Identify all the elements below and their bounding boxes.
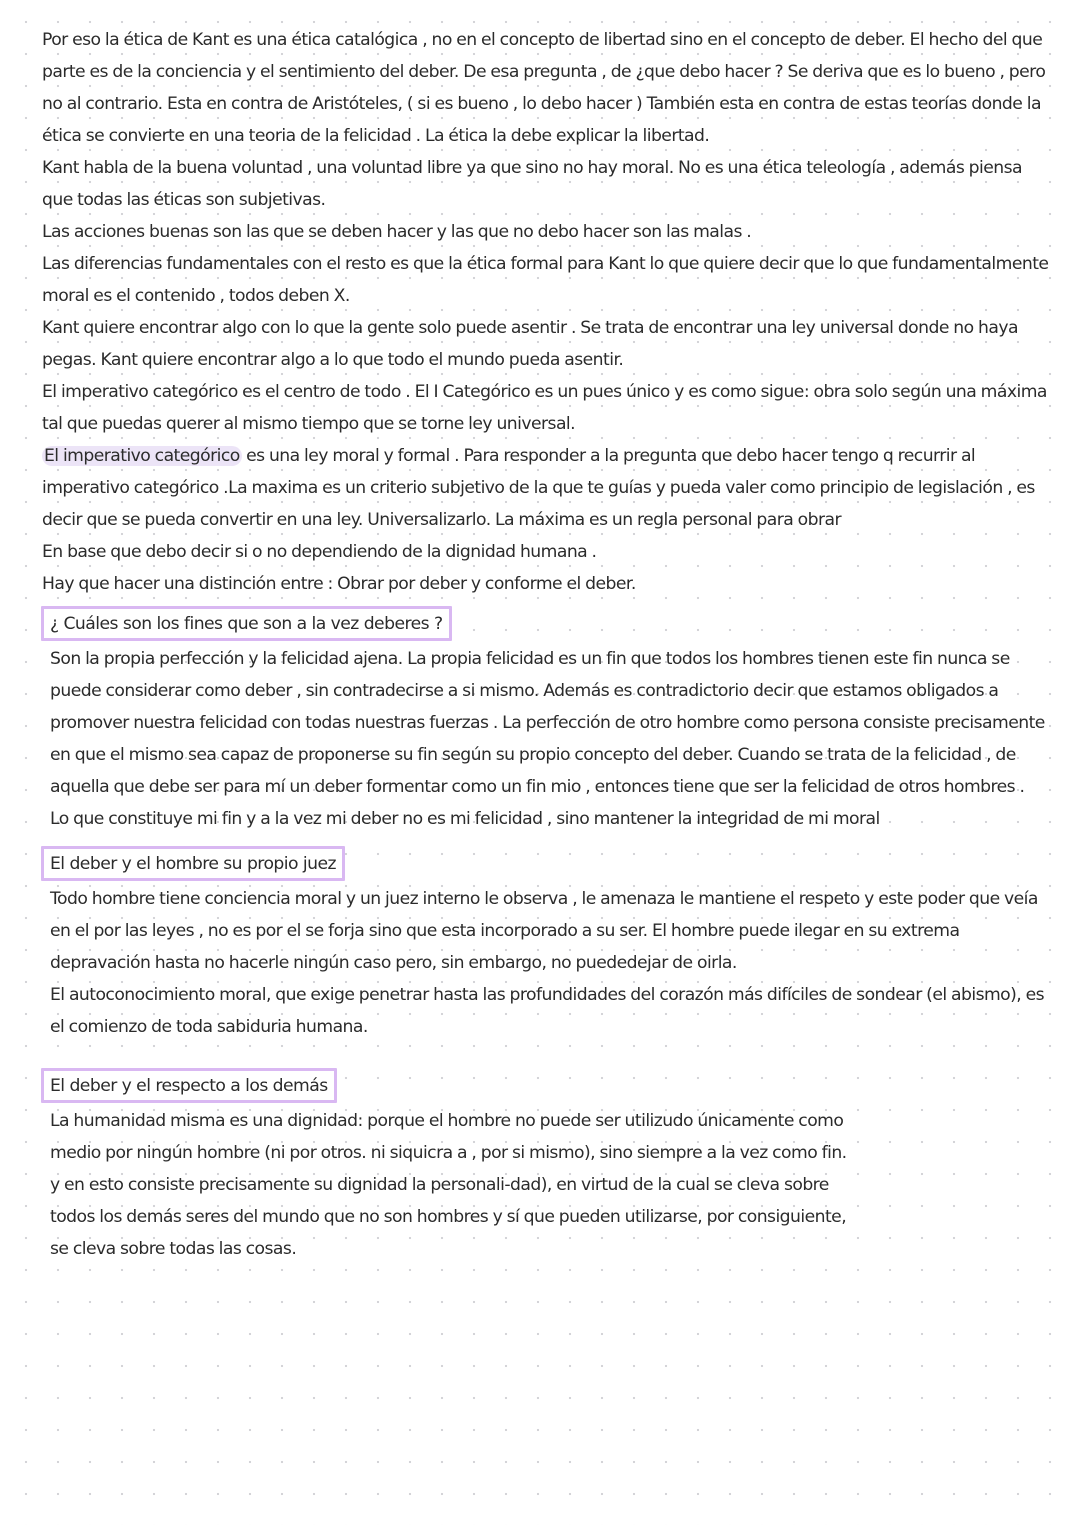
paragraph-text: es una ley moral y formal . Para responder a la pregunta que debo hacer tengo q recurrir al imperativo categórico .La maxima es un criterio subjetivo de la que te guías y pueda valer como principio de legislación , es decir que se pueda convertir en una ley. Universalizarlo. La máxima es un regla personal para obrar xyxy=(42,446,1035,530)
paragraph: Todo hombre tiene conciencia moral y un juez interno le observa , le amenaza le mantiene el respeto y este poder que veía en el por las leyes , no es por el se forja sino que esta incorporado a su ser. El hombre puede ilegar en su extrema depravación hasta no hacerle ningún caso pero, sin embargo, no puededejar de oirla. xyxy=(50,889,1038,973)
section-respecto-demas xyxy=(50,1068,850,1265)
paragraph: Hay que hacer una distinción entre : Obrar por deber y conforme el deber. xyxy=(42,574,636,594)
paragraph: Las acciones buenas son las que se deben hacer y las que no debo hacer son las malas . xyxy=(42,222,752,242)
section-body xyxy=(50,1105,850,1265)
section-propio-juez xyxy=(50,846,1050,1043)
paragraph: Son la propia perfección y la felicidad ajena. La propia felicidad es un fin que todos los hombres tienen este fin nunca se puede considerar como deber , sin contradecirse a si mismo. Además es contradictorio decir que estamos obligados a promover nuestra felicidad con todas nuestras fuerzas . La perfección de otro hombre como persona consiste precisamente en que el mismo sea capaz de proponerse su fin según su propio concepto del deber. Cuando se trata de la felicidad , de aquella que debe ser para mí un deber formentar como un fin mio , entonces tiene que ser la felicidad de otros hombres . xyxy=(50,649,1045,797)
paragraph: Kant habla de la buena voluntad , una voluntad libre ya que sino no hay moral. No es una ética teleología , además piensa que todas las éticas son subjetivas. xyxy=(42,158,1022,210)
section-body xyxy=(50,883,1050,1043)
section-body xyxy=(50,643,1050,835)
section-title-box: El deber y el hombre su propio juez xyxy=(41,846,345,881)
paragraph: El imperativo categórico es el centro de todo . El I Categórico es un pues único y es como sigue: obra solo según una máxima tal que puedas querer al mismo tiempo que se torne ley universal. xyxy=(42,382,1047,434)
paragraph: Lo que constituye mi fin y a la vez mi deber no es mi felicidad , sino mantener la integridad de mi moral xyxy=(50,809,880,829)
paragraph: Las diferencias fundamentales con el resto es que la ética formal para Kant lo que quiere decir que lo que fundamentalmente moral es el contenido , todos deben X. xyxy=(42,254,1049,306)
section-title-box: El deber y el respecto a los demás xyxy=(41,1068,337,1103)
section-title-box: ¿ Cuáles son los fines que son a la vez deberes ? xyxy=(41,606,452,641)
paragraph: El autoconocimiento moral, que exige penetrar hasta las profundidades del corazón más difíciles de sondear (el abismo), es el comienzo de toda sabiduria humana. xyxy=(50,985,1045,1037)
section-fines-deberes xyxy=(50,606,1050,835)
paragraph: Kant quiere encontrar algo con lo que la gente solo puede asentir . Se trata de encontrar una ley universal donde no haya pegas. Kant quiere encontrar algo a lo que todo el mundo pueda asentir. xyxy=(42,318,1018,370)
highlighted-term: El imperativo categórico xyxy=(44,446,240,466)
paragraph-with-highlight xyxy=(42,440,1052,536)
paragraph: La humanidad misma es una dignidad: porque el hombre no puede ser utilizudo únicamente como medio por ningún hombre (ni por otros. ni siquicra a , por si mismo), sino siempre a la vez como fin. y en esto consiste precisamente su dignidad la personali-dad), en virtud de la cual se cleva sobre todos los demás seres del mundo que no son hombres y sí que pueden utilizarse, por consiguiente, se cleva sobre todas las cosas. xyxy=(50,1111,847,1259)
intro-block xyxy=(42,24,1052,600)
paragraph: En base que debo decir si o no dependiendo de la dignidad humana . xyxy=(42,542,597,562)
paragraph: Por eso la ética de Kant es una ética catalógica , no en el concepto de libertad sino en el concepto de deber. El hecho del que parte es de la conciencia y el sentimiento del deber. De esa pregunta , de ¿que debo hacer ? Se deriva que es lo bueno , pero no al contrario. Esta en contra de Aristóteles, ( si es bueno , lo debo hacer ) También esta en contra de estas teorías donde la ética se convierte en una teoria de la felicidad . La ética la debe explicar la libertad. xyxy=(42,30,1046,146)
